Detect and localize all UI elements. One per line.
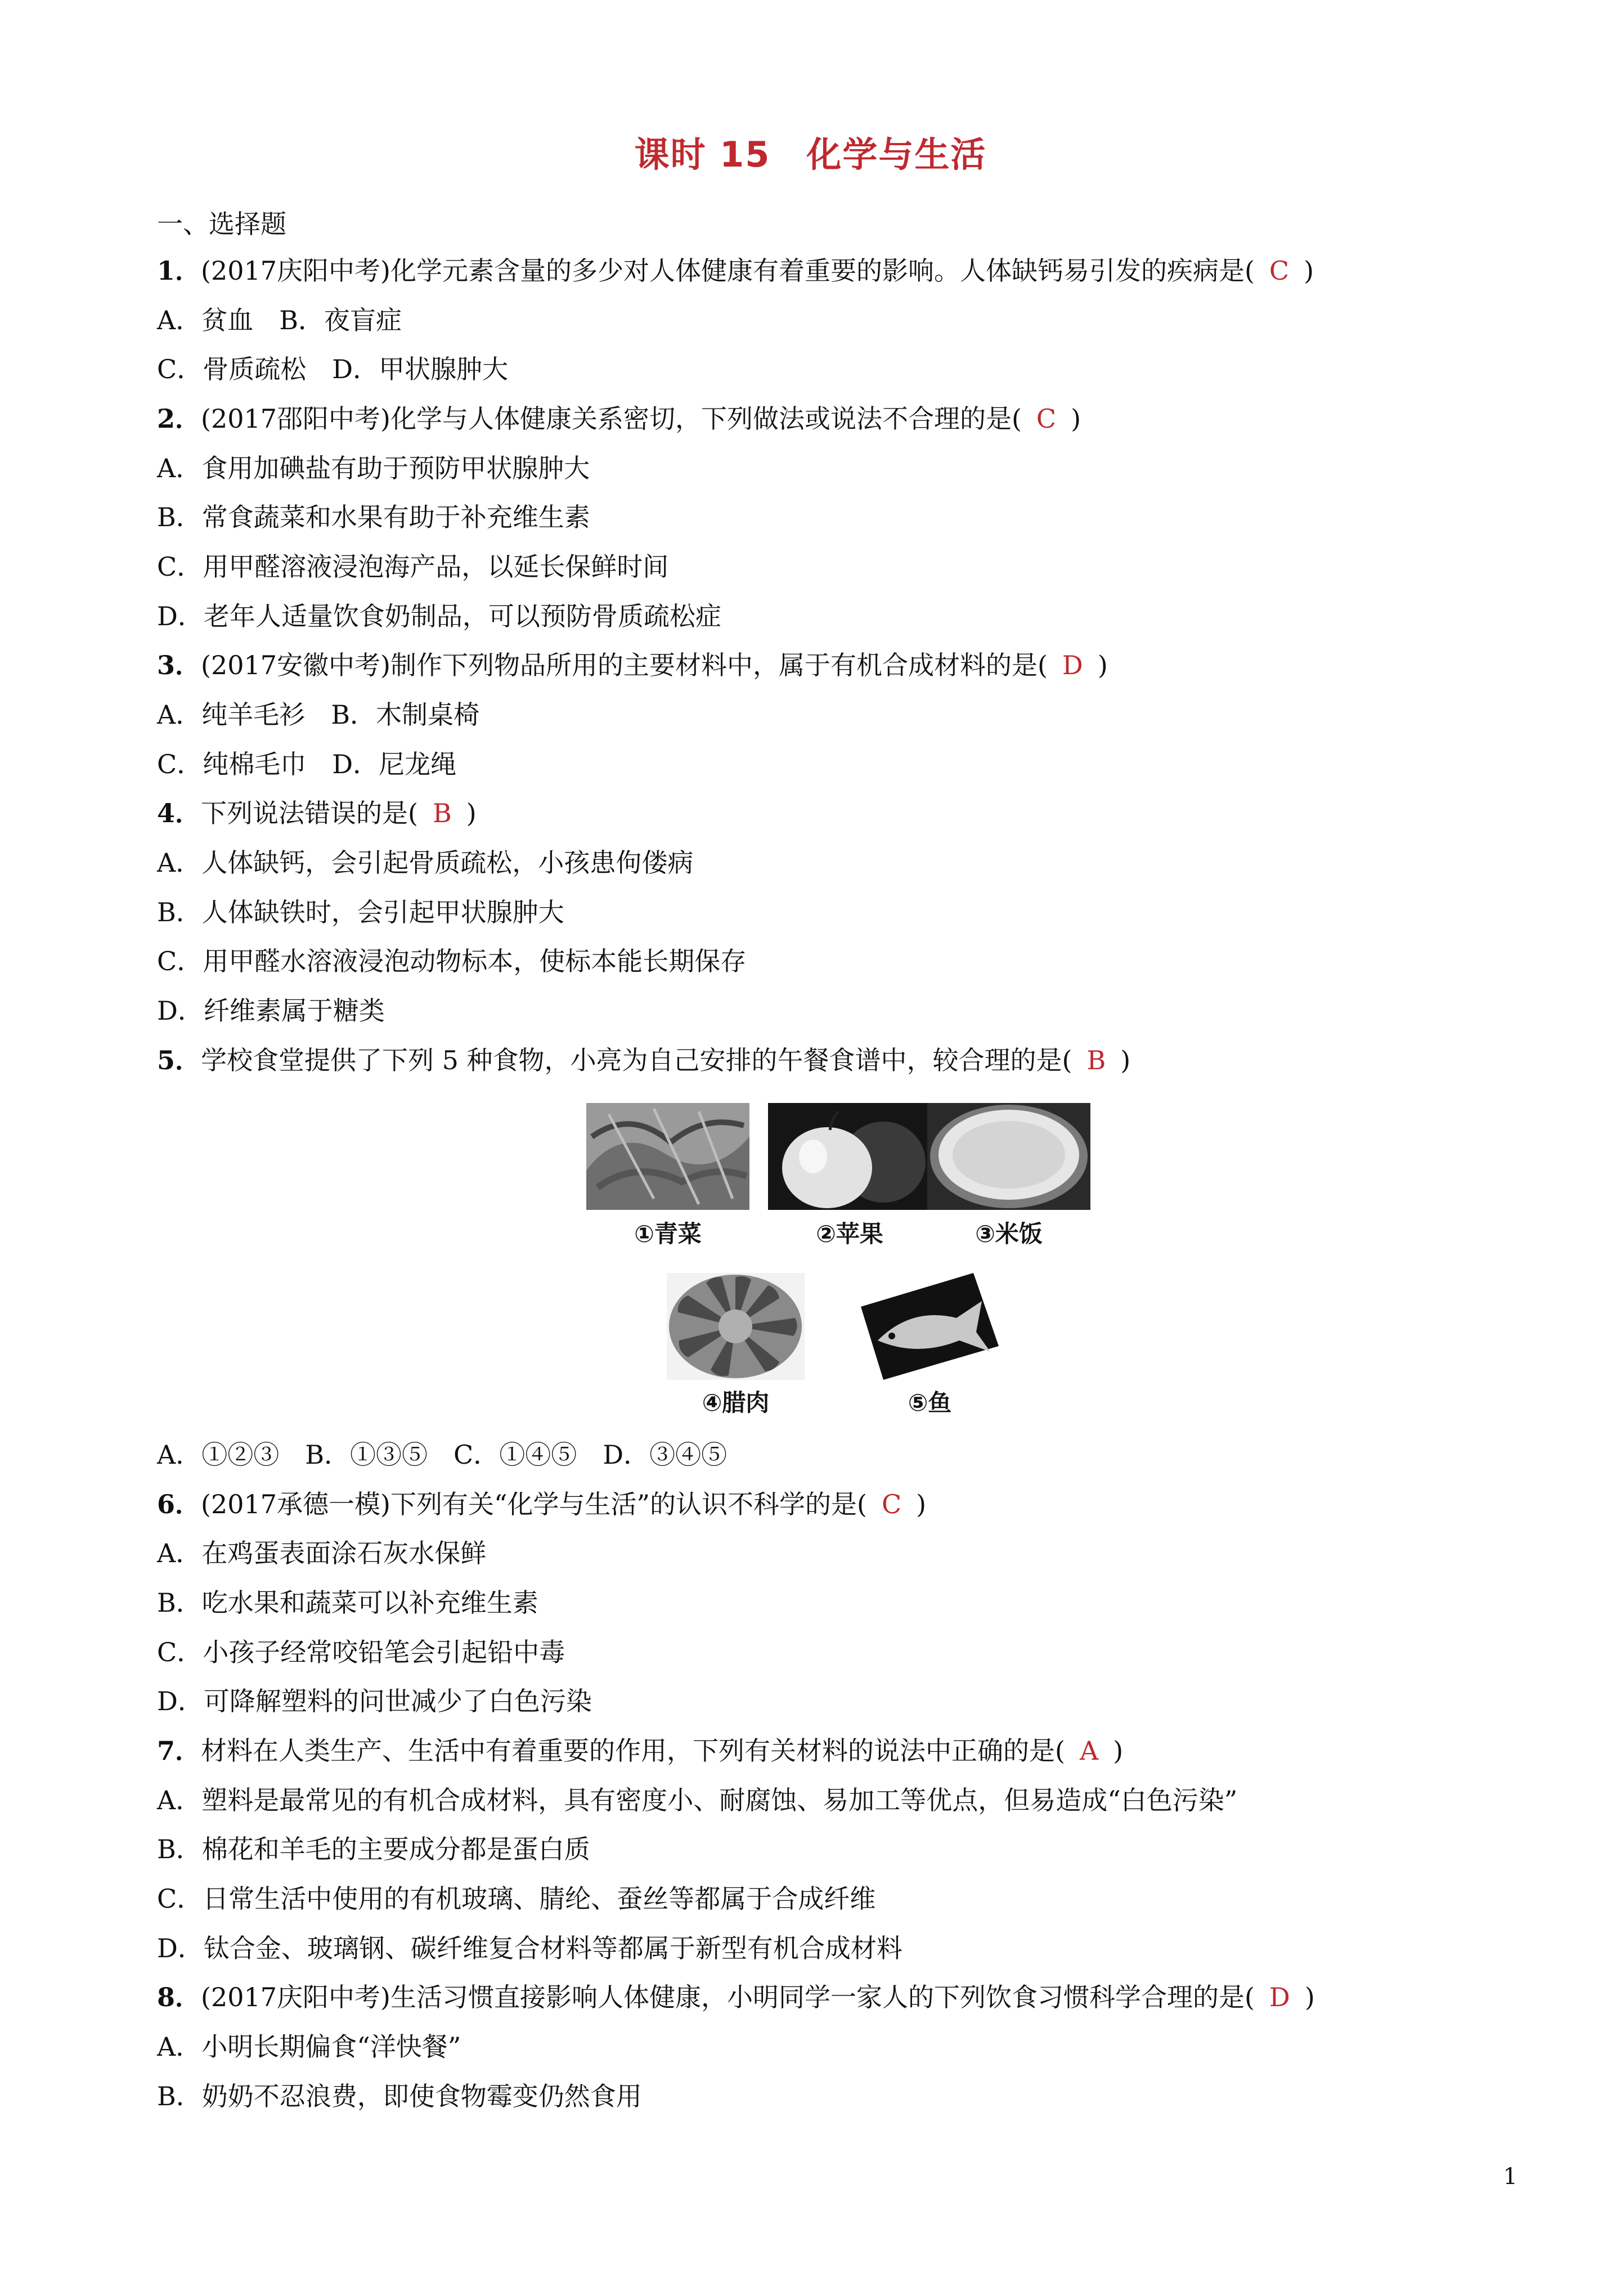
question-6: 6．(2017承德一模)下列有关“化学与生活”的认识不科学的是( C )	[157, 1489, 927, 1519]
answer-5: B	[1086, 1045, 1106, 1075]
question-4-option: C．用甲醛水溶液浸泡动物标本，使标本能长期保存	[157, 946, 747, 976]
rice-image	[927, 1103, 1090, 1210]
caption-apple: ②苹果	[816, 1220, 883, 1248]
question-6-option: A．在鸡蛋表面涂石灰水保鲜	[157, 1538, 487, 1568]
question-7: 7．材料在人类生产、生活中有着重要的作用，下列有关材料的说法中正确的是( A )	[157, 1736, 1124, 1766]
question-8-option: B．奶奶不忍浪费，即使食物霉变仍然食用	[157, 2081, 642, 2111]
caption-cured-meat: ④腊肉	[702, 1389, 770, 1416]
apple-image	[768, 1103, 931, 1210]
question-5: 5．学校食堂提供了下列 5 种食物，小亮为自己安排的午餐食谱中，较合理的是( B )	[157, 1045, 1131, 1075]
question-6-option: C．小孩子经常咬铅笔会引起铅中毒	[157, 1637, 565, 1667]
page-title: 课时 15 化学与生活	[634, 134, 987, 175]
question-3-option: A．纯羊毛衫 B．木制桌椅	[157, 699, 480, 730]
question-3: 3．(2017安徽中考)制作下列物品所用的主要材料中，属于有机合成材料的是( D )	[157, 650, 1108, 680]
question-2-option: D．老年人适量饮食奶制品，可以预防骨质疏松症	[157, 601, 721, 631]
question-2-option: C．用甲醛溶液浸泡海产品，以延长保鲜时间	[157, 551, 669, 582]
question-7-option: B．棉花和羊毛的主要成分都是蛋白质	[157, 1834, 590, 1864]
caption-fish: ⑤鱼	[908, 1389, 952, 1416]
question-7-option: A．塑料是最常见的有机合成材料，具有密度小、耐腐蚀、易加工等优点，但易造成“白色污染”	[157, 1785, 1238, 1815]
answer-2: C	[1036, 403, 1057, 434]
question-1-option: A．贫血 B．夜盲症	[157, 305, 402, 335]
question-4-option: B．人体缺铁时，会引起甲状腺肿大	[157, 897, 564, 927]
question-7-option: D．钛合金、玻璃钢、碳纤维复合材料等都属于新型有机合成材料	[157, 1933, 902, 1963]
question-4-option: A．人体缺钙，会引起骨质疏松，小孩患佝偻病	[157, 847, 694, 878]
vegetable-image	[586, 1103, 749, 1210]
question-3-option: C．纯棉毛巾 D．尼龙绳	[157, 749, 457, 779]
question-8-option: A．小明长期偏食“洋快餐”	[157, 2032, 461, 2062]
question-5-option: A．①②③ B．①③⑤ C．①④⑤ D．③④⑤	[157, 1440, 728, 1470]
question-2: 2．(2017邵阳中考)化学与人体健康关系密切，下列做法或说法不合理的是( C )	[157, 403, 1081, 434]
question-2-option: B．常食蔬菜和水果有助于补充维生素	[157, 502, 590, 532]
fish-image	[861, 1273, 999, 1380]
cured-meat-image	[667, 1273, 805, 1380]
caption-rice: ③米饭	[975, 1220, 1043, 1248]
section-heading: 一、选择题	[157, 209, 286, 239]
answer-7: A	[1079, 1736, 1099, 1766]
question-2-option: A．食用加碘盐有助于预防甲状腺肿大	[157, 453, 590, 483]
question-7-option: C．日常生活中使用的有机玻璃、腈纶、蚕丝等都属于合成纤维	[157, 1884, 876, 1914]
question-8: 8．(2017庆阳中考)生活习惯直接影响人体健康，小明同学一家人的下列饮食习惯科学合理的是( D )	[157, 1982, 1315, 2012]
question-4-option: D．纤维素属于糖类	[157, 995, 385, 1026]
question-4: 4．下列说法错误的是( B )	[157, 798, 477, 828]
question-1-option: C．骨质疏松 D．甲状腺肿大	[157, 354, 509, 384]
page-number: 1	[1503, 2164, 1517, 2190]
caption-vegetable: ①青菜	[634, 1220, 702, 1248]
question-6-option: D．可降解塑料的问世减少了白色污染	[157, 1686, 592, 1716]
answer-4: B	[432, 798, 452, 828]
answer-3: D	[1062, 650, 1083, 680]
question-6-option: B．吃水果和蔬菜可以补充维生素	[157, 1588, 538, 1618]
answer-1: C	[1269, 255, 1290, 286]
answer-8: D	[1269, 1982, 1290, 2012]
answer-6: C	[881, 1489, 902, 1519]
question-1: 1．(2017庆阳中考)化学元素含量的多少对人体健康有着重要的影响。人体缺钙易引发的疾病是( C )	[157, 255, 1314, 286]
